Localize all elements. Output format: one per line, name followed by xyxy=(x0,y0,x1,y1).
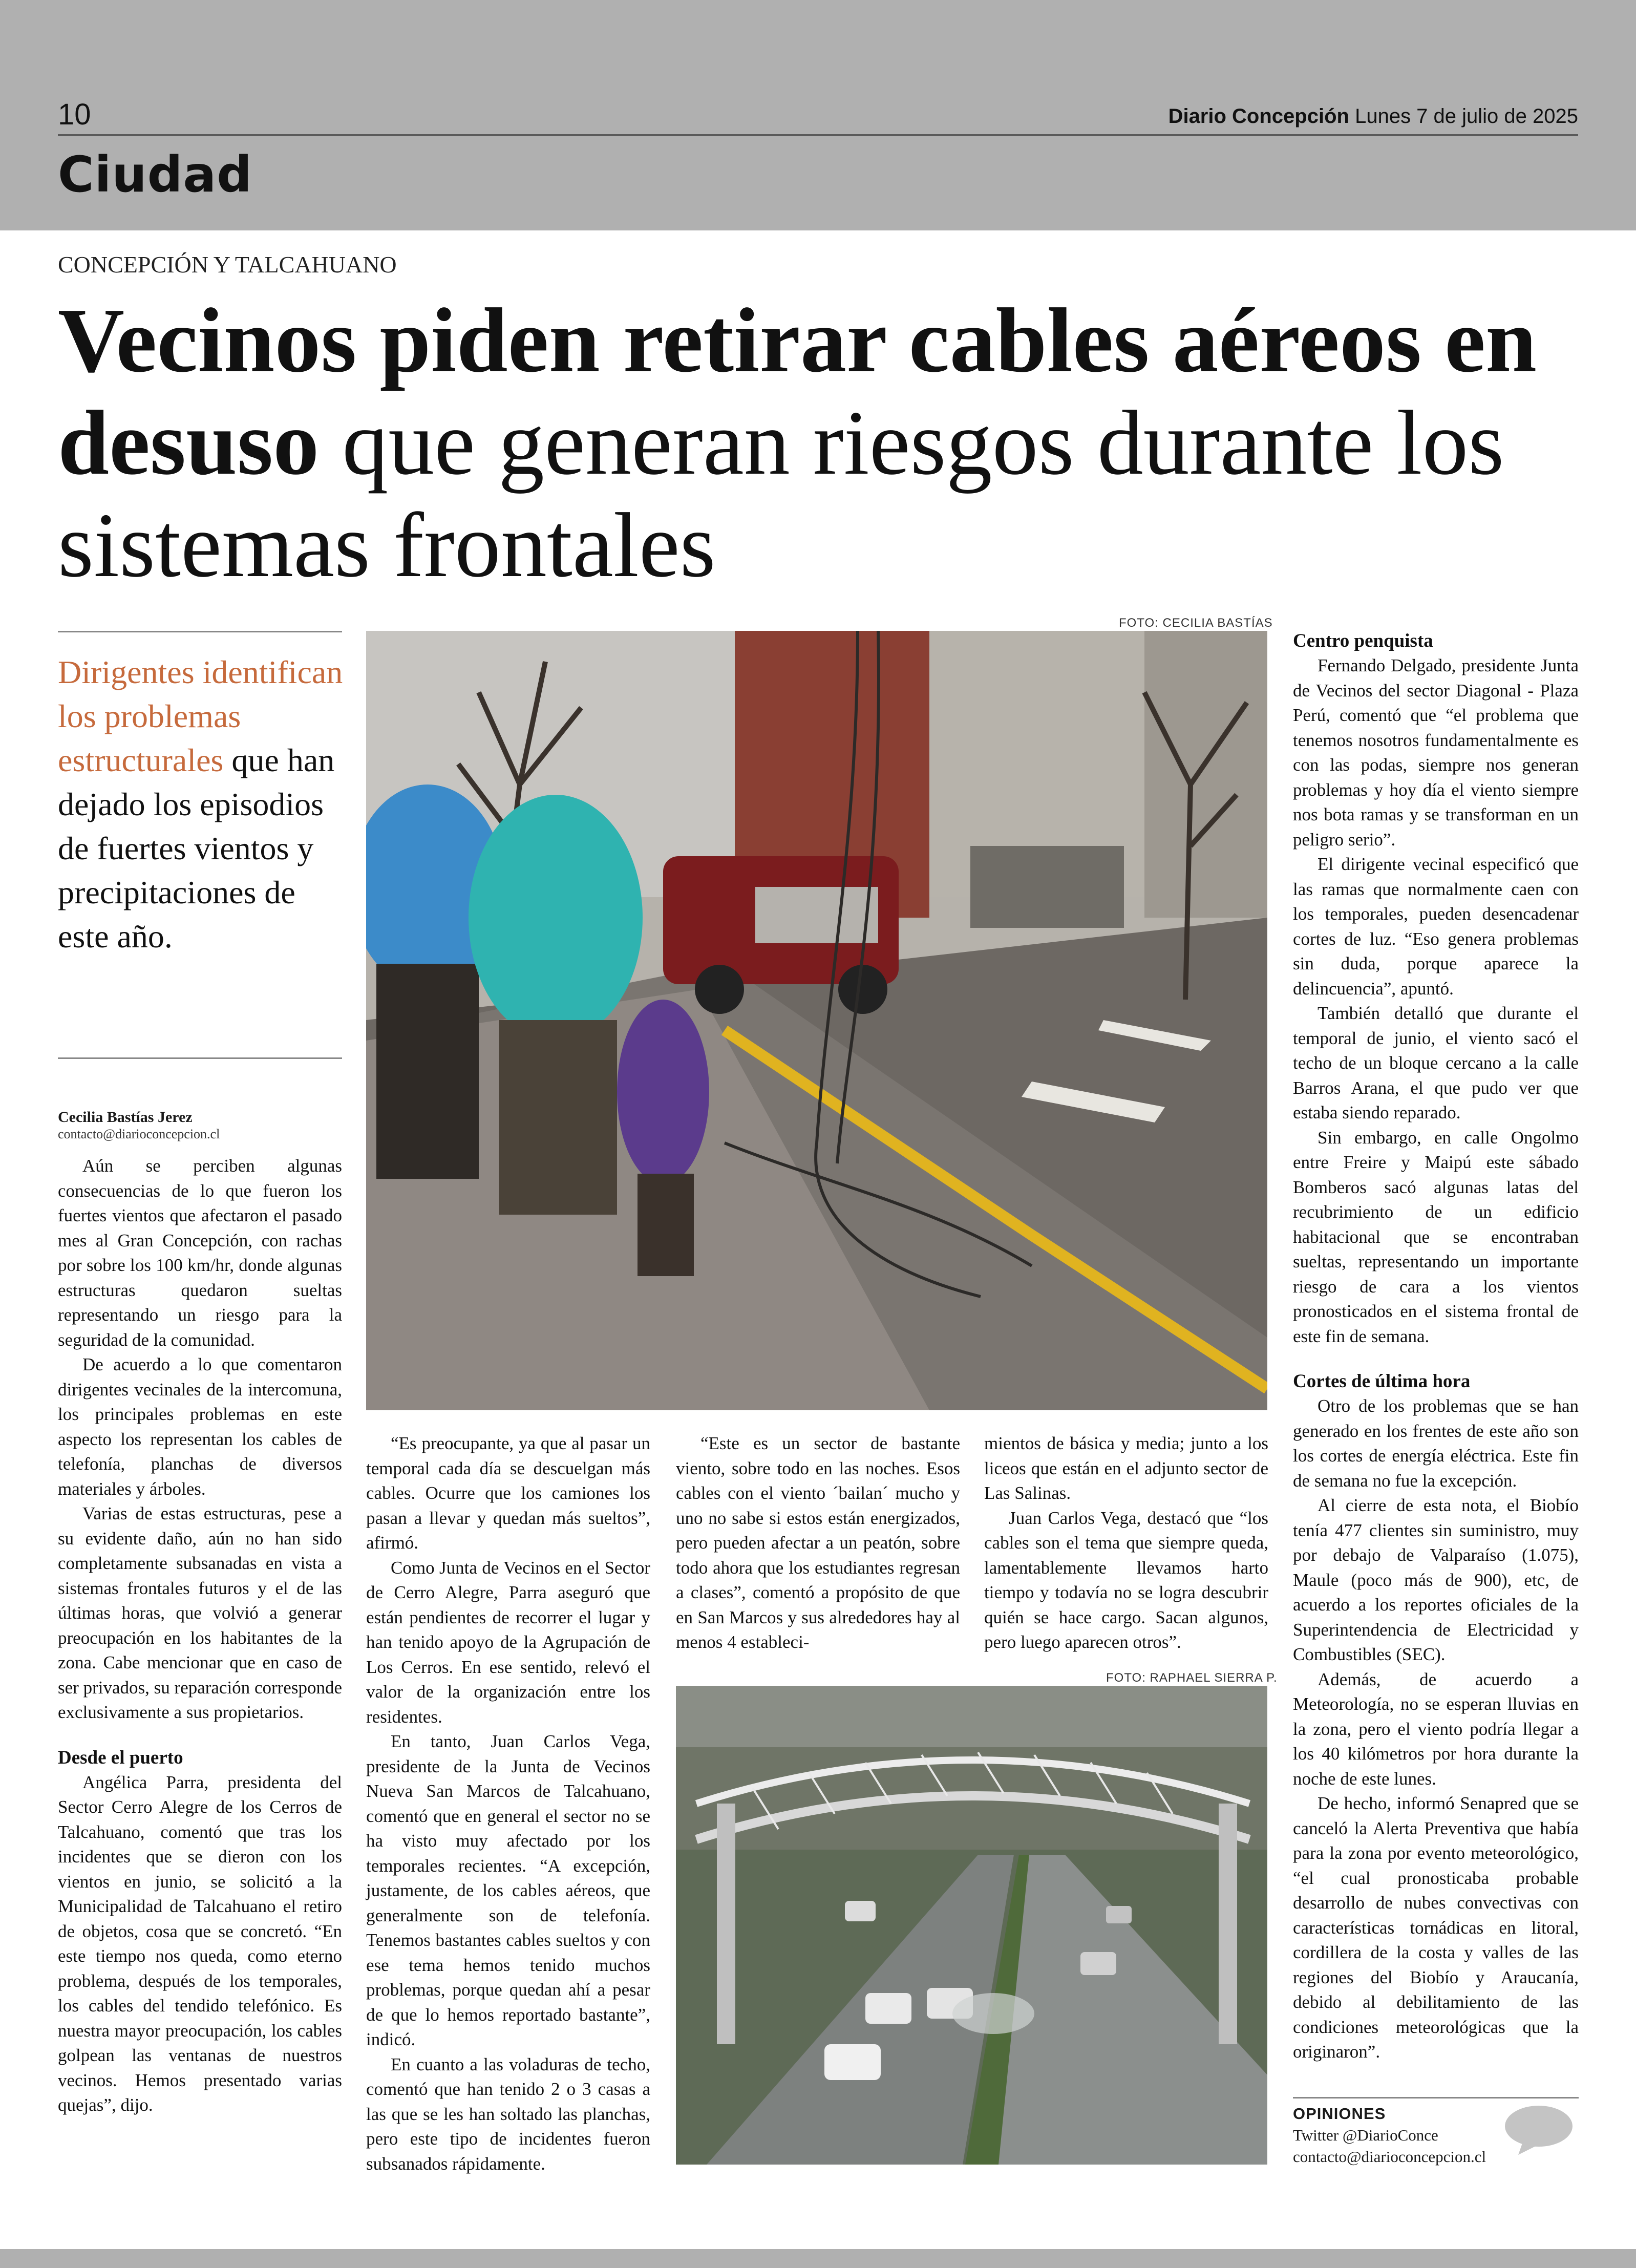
paragraph: Además, de acuerdo a Meteorología, no se esperan lluvias en la zona, pero el viento podría llegar a los 40 kilómetros por hora durante la noche de este lunes. xyxy=(1293,1669,1579,1789)
paper-name: Diario Concepción xyxy=(1168,105,1349,128)
speech-bubble-icon xyxy=(1503,2105,1575,2156)
column-2 xyxy=(366,1431,650,2176)
subheading: Cortes de última hora xyxy=(1293,1371,1471,1392)
paragraph: Juan Carlos Vega, destacó que “los cables son el tema que siempre queda, lamentablemente llevamos harto tiempo y todavía no se logra descubrir quién se hace cargo. Sacan algunos, pero luego aparecen otros”. xyxy=(984,1508,1268,1652)
bottom-band xyxy=(0,2249,1636,2268)
paragraph: Angélica Parra, presidenta del Sector Cerro Alegre de los Cerros de Talcahuano, comentó que tras los incidentes que se dieron con los vientos en junio, se solicitó a la Municipalidad de Talcahuano el retiro de objetos, cosa que se concretó. “En este tiempo nos queda, como eterno problema, después de los temporales, los cables del tendido telefónico. Es nuestra mayor preocupación, los cables golpean las ventanas de nuestros vecinos. Hemos presentado varias quejas”, dijo. xyxy=(58,1772,342,2115)
byline-author: Cecilia Bastías Jerez xyxy=(58,1109,193,1126)
article-deck xyxy=(58,650,345,959)
subheading: Centro penquista xyxy=(1293,630,1433,651)
paragraph: Aún se perciben algunas consecuencias de lo que fueron los fuertes vientos que afectaron el pasado mes al Gran Concepción, con rachas por sobre los 100 km/hr, donde algunas estructuras quedaron sueltas representando un riesgo para la seguridad de la comunidad. xyxy=(58,1156,342,1350)
byline-email: contacto@diarioconcepcion.cl xyxy=(58,1127,220,1141)
headline-bold: Vecinos piden retirar cables aéreos en desuso xyxy=(58,289,1537,494)
headline xyxy=(58,289,1584,597)
paragraph: Otro de los problemas que se han generado en los frentes de este año son los cortes de energía eléctrica. Este fin de semana no fue la excepción. xyxy=(1293,1396,1579,1491)
column-3 xyxy=(676,1431,960,1655)
deck-accent: Dirigentes identifican los problemas estructurales xyxy=(58,654,343,778)
header-rule xyxy=(58,134,1578,136)
subheading: Desde el puerto xyxy=(58,1747,183,1768)
paragraph: mientos de básica y media; junto a los liceos que están en el adjunto sector de Las Salinas. xyxy=(984,1433,1268,1503)
column-5 xyxy=(1293,629,1579,2065)
paragraph: El dirigente vecinal especificó que las ramas que normalmente caen con los temporales, pueden desencadenar cortes de luz. “Eso genera problemas sin duda, porque aparece la delincuencia”, apuntó. xyxy=(1293,854,1579,999)
spacer xyxy=(58,1725,342,1746)
paragraph: También detalló que durante el temporal de junio, el viento sacó el techo de un bloque cercano a la calle Barros Arana, el que pudo ver que estaba siendo reparado. xyxy=(1293,1003,1579,1122)
paragraph: En cuanto a las voladuras de techo, comentó que han tenido 2 o 3 casas a las que se les han soltado las planchas, pero este tipo de incidentes fueron subsanados rápidamente. xyxy=(366,2054,650,2174)
page-header xyxy=(0,0,1636,230)
section-title: Ciudad xyxy=(58,146,252,203)
issue-date: Lunes 7 de julio de 2025 xyxy=(1355,105,1578,128)
photo-credit-second: FOTO: RAPHAEL SIERRA P. xyxy=(1106,1671,1278,1685)
kicker: CONCEPCIÓN Y TALCAHUANO xyxy=(58,251,397,278)
paragraph: Varias de estas estructuras, pese a su evidente daño, aún no han sido completamente subsanadas en vista a sistemas frontales futuros y el de las últimas horas, que volvió a generar preocupación en los habitantes de la zona. Cabe mencionar que en caso de ser privados, su reparación corresponde exclusivamente a sus propietarios. xyxy=(58,1503,342,1722)
second-photo xyxy=(676,1686,1267,2165)
footer-rule xyxy=(1293,2097,1579,2099)
paragraph: De acuerdo a lo que comentaron dirigentes vecinales de la intercomuna, los principales problemas en este aspecto los representan los cables de telefonía, planchas de diversos materiales y árboles. xyxy=(58,1354,342,1499)
opinions-twitter: Twitter @DiarioConce xyxy=(1293,2126,1438,2144)
column-1 xyxy=(58,1154,342,2118)
paragraph: En tanto, Juan Carlos Vega, presidente de la Junta de Vecinos Nueva San Marcos de Talcahuano, comentó que en general el sector no se ha visto muy afectado por los temporales recientes. “A excepción, justamente, de los cables aéreos, que generalmente son de telefonía. Tenemos bastantes cables sueltos y con ese tema hemos tenido muchos problemas, porque quedan ahí a pesar de que lo hemos reportado bastante”, indicó. xyxy=(366,1731,650,2049)
deck-bottom-rule xyxy=(58,1057,342,1059)
paragraph: Como Junta de Vecinos en el Sector de Cerro Alegre, Parra aseguró que están pendientes de recorrer el lugar y han tenido apoyo de la Agrupación de Los Cerros. En ese sentido, relevó el valor de la organización entre los residentes. xyxy=(366,1557,650,1727)
paragraph: Fernando Delgado, presidente Junta de Vecinos del sector Diagonal - Plaza Perú, comentó que “el problema que tenemos nosotros fundamentalmente es con las podas, siempre nos generan problemas y hoy día el viento siempre nos bota ramas y se transforman en un peligro serio”. xyxy=(1293,655,1579,850)
paragraph: “Es preocupante, ya que al pasar un temporal cada día se descuelgan más cables. Ocurre que los camiones los pasan a llevar y quedan más sueltos”, afirmó. xyxy=(366,1433,650,1553)
opinions-email: contacto@diarioconcepcion.cl xyxy=(1293,2148,1486,2166)
headline-regular: que generan riesgos durante los sistemas frontales xyxy=(58,392,1504,596)
paragraph: “Este es un sector de bastante viento, sobre todo en las noches. Esos cables con el viento ´bailan´ mucho y uno no sabe si estos están energizados, pero pueden afectar a un peatón, sobre todo ahora que los estudiantes regresan a clases”, comentó a propósito de que en San Marcos y sus alrededores hay al menos 4 estableci- xyxy=(676,1433,960,1652)
page-number: 10 xyxy=(58,98,91,131)
paragraph: Al cierre de esta nota, el Biobío tenía 477 clientes sin suministro, muy por debajo de Valparaíso (1.075), Maule (poco más de 900), etc, de acuerdo a los reportes oficiales de la Superintendencia de Electricidad y Combustibles (SEC). xyxy=(1293,1495,1579,1664)
deck-rest: que han dejado los episodios de fuertes vientos y precipitaciones de este año. xyxy=(58,742,335,955)
paragraph: Sin embargo, en calle Ongolmo entre Freire y Maipú este sábado Bomberos sacó algunas latas del recubrimiento de un edificio habitacional que se encontraban sueltas, representando un importante riesgo de cara a los vientos pronosticados en el sistema frontal de este fin de semana. xyxy=(1293,1127,1579,1346)
masthead xyxy=(1168,105,1578,128)
spacer xyxy=(1293,1349,1579,1369)
column-4 xyxy=(984,1431,1268,1655)
deck-top-rule xyxy=(58,631,342,632)
opinions-title: OPINIONES xyxy=(1293,2105,1386,2123)
photo-credit-main: FOTO: CECILIA BASTÍAS xyxy=(1119,616,1273,630)
paragraph: De hecho, informó Senapred que se canceló la Alerta Preventiva que había para la zona por evento meteorológico, “el cual pronosticaba probable desarrollo de nubes convectivas con características tornádicas en litoral, cordillera de la costa y valles de las regiones del Biobío y Araucanía, debido al debilitamiento de las condiciones meteorológicas que la originaron”. xyxy=(1293,1793,1579,2062)
main-photo xyxy=(366,631,1267,1410)
